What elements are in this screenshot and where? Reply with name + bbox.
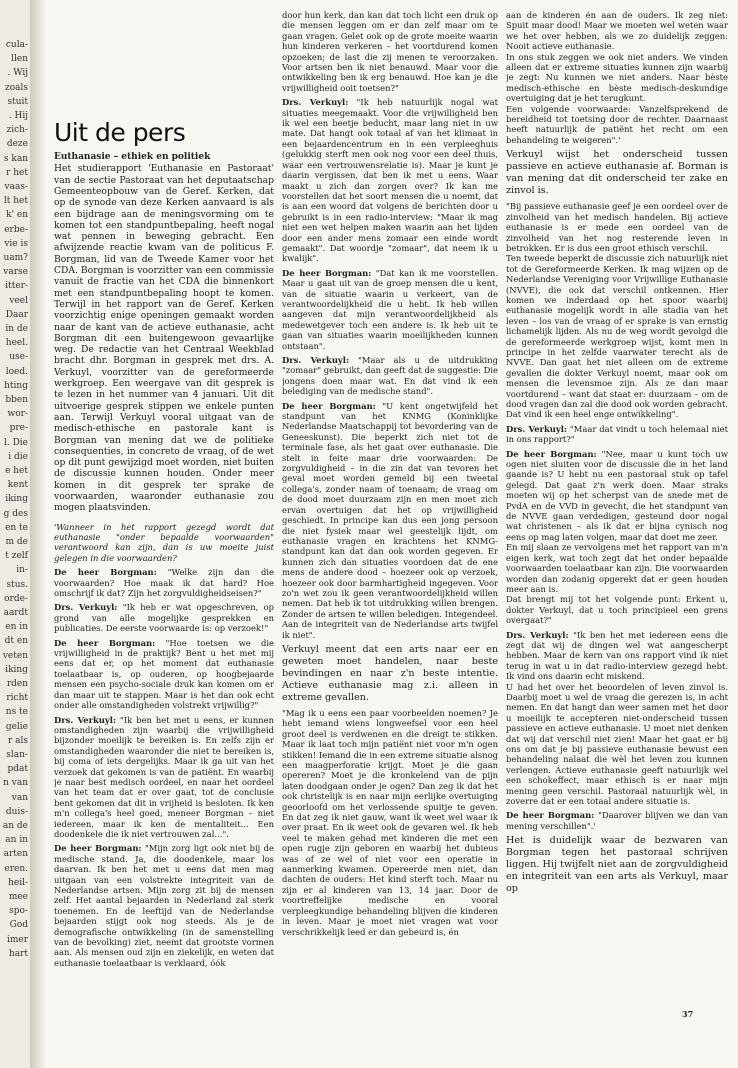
previous-page-fragment: heel. <box>5 338 28 349</box>
previous-page-fragment: stuit <box>7 96 28 107</box>
previous-page-fragment: in de <box>5 324 28 334</box>
previous-page-fragment: uam? <box>3 253 28 263</box>
previous-page-fragment: veten <box>2 650 28 661</box>
speaker-name: De heer Borgman: <box>506 448 597 459</box>
previous-page-fragment: eren. <box>4 863 28 874</box>
previous-page-fragment: kent <box>7 480 28 491</box>
previous-page-fragment: hart <box>8 948 28 959</box>
interview-question: 'Wanneer in het rapport gezegd wordt dat euthanasie "onder bepaalde voorwaarden" verantwoord kan zijn, dan is uw moeite juist gelegen in die voorwaarden? <box>54 521 274 563</box>
previous-page-fragment: erbe- <box>4 224 28 235</box>
previous-page-fragment: rden <box>6 679 28 689</box>
speaker-text: door hun kerk, dan kan dat toch licht een druk op die mensen leggen om er dan zelf maar om te gaan vragen. Gelet ook op de grote moeite waarin hun kinderen verkeren – het voortdurend komen opzoeken; de last die zij menen te veroorzaken. Voor artsen ben ik niet benauwd. Maar voor die ontwikkeling ben ik erg benauwd. Hoe kan je die vrijwilligheid ooit toetsen?" <box>282 10 498 93</box>
dialog-paragraph <box>506 424 728 445</box>
previous-page-fragment: zich- <box>6 125 28 136</box>
previous-page-fragment: veel <box>9 295 28 306</box>
speaker-name: De heer Borgman: <box>54 843 142 854</box>
previous-page-fragment: loed. <box>5 366 28 377</box>
previous-page-fragment: vie is <box>4 238 28 249</box>
speaker-text: "Ik ben het met iedereen eens die zegt dat wij de dingen wel wat aangescherpt hebben. Maar de kern van ons rapport vind ik niet terug in wat u in dat radio-interview gezegd hebt. Ik vind ons daarin echt miskend. U had het over het beoordelen of leven zinvol is. Daarbij moet u wel de vraag die gerezen is, in acht nemen. En dat hangt dan weer samen met het door u moeilijk te accepteren niet-onderscheid tussen passieve en actieve euthanasie. U moet niet denken dat wij dat verschil niet zien! Maar het gaat er bij ons om dat je bij passieve euthanasie bewust een behandeling nalaat die wèl het leven zou kunnen verlengen. Actieve euthanasie geeft natuurlijk wel een schokeffect, maar ethisch is er naar mijn mening geen verschil. Pastoraal natuurlijk wèl, in zoverre dat er een totaal andere situatie is. <box>506 629 728 807</box>
dialog-paragraph <box>282 401 498 640</box>
previous-page-fragment: . Hij <box>8 111 28 121</box>
speaker-text: "Maar dat vindt u toch helemaal niet in ons rapport?" <box>506 423 728 445</box>
previous-page-fragment: lt het <box>3 196 28 207</box>
previous-page-edge <box>0 0 30 1068</box>
previous-page-fragment: zoals <box>4 82 28 93</box>
previous-page-fragment: an de <box>2 821 28 831</box>
intro-paragraph: Het studierapport 'Euthanasie en Pastoraat' van de sectie Pastoraat van het deputaatschap Gemeenteopbouw van de Geref. Kerken, dat op de synode van deze Kerken aanvaard is als een bijdrage aan de meningsvorming om te komen tot een standpuntbepaling, heeft nogal wat pennen in beweging gebracht. Een afwijzende reactie kwam van de politicus F. Borgman, lid van de Tweede Kamer voor het CDA. Borgman is voorzitter van een commissie vanuit de fractie van het CDA die binnenkort met een standpuntbepaling hoopt te komen. Terwijl in het rapport van de Geref. Kerken voorzichtig enige openingen gemaakt worden naar de kant van de actieve euthanasie, acht Borgman dit een buitengewoon gevaarlijke weg. De redactie van het Centraal Weekblad bracht dhr. Borgman in gesprek met drs. A. Verkuyl, voorzitter van de gereformeerde werkgroep. Een weergave van dit gesprek is te lezen in het nummer van 4 januari. Uit dit uitvoerige gesprek stippen we enkele punten aan. Terwijl Verkuyl vooral uitgaat van de medisch-ethische en pastorale kant is Borgman van mening dat we de politieke consequenties, in concreto de vraag, of de wet op dit punt gewijzigd moet worden, niet buiten de discussie kunnen houden. Onder meer komen in dit gesprek ter sprake de voorwaarden, waaronder euthanasie zou mogen plaatsvinden. <box>54 163 274 514</box>
page-number: 37 <box>682 1009 694 1019</box>
previous-page-fragment: k' en <box>6 210 28 221</box>
magazine-page <box>46 0 738 1068</box>
speaker-name: Drs. Verkuyl: <box>282 97 349 108</box>
speaker-name: Drs. Verkuyl: <box>506 629 569 640</box>
previous-page-fragment: gelie <box>5 721 28 732</box>
previous-page-fragment: i die <box>8 451 28 462</box>
speaker-text: "Welke zijn dan die voorwaarden? Hoe maak ik dat hard? Hoe omschrijf ik dat? Zijn het zorgvuldigheidseisen?" <box>54 567 274 599</box>
speaker-text: "Ik heb er wat opgeschreven, op grond van alle mogelijke gesprekken en publicaties. De eerste voorwaarde is: op verzoek!" <box>54 602 274 634</box>
col3-lead-paragraph: Verkuyl wijst het onderscheid tussen passieve en actieve euthanasie af. Borman is van mening dat dit onderscheid ter zake en zinvol is. <box>506 149 728 197</box>
previous-page-fragment: e het <box>5 466 28 476</box>
col3-quote: "Bij passieve euthanasie geef je een oordeel over de zinvolheid van het medisch handelen. Bij actieve euthanasie is er mede een oordeel van de zinvolheid van het nog resterende leven in betrokken. Er is dus een groot ethisch verschil. Ten tweede beperkt de discussie zich natuurlijk niet tot de Gereformeerde Kerken. Ik mag wijzen op de Nederlandse Vereniging voor Vrijwillige Euthanasie (NVVE), die ook dat verschil ontkennen. Hier komen we inderdaad op het spoor waarbij euthanasie mogelijk wordt in alle stadia van het leven – los van de vraag of er sprake is van ernstig lichamelijk lijden. Als nu de weg wordt gevolgd die de gereformeerde werkgroep wijst, komt men in principe in het zelfde vaarwater terecht als de NVVE. Dan gaat het niet alleen om de extreme gevallen die dokter Verkuyl noemt, maar ook om mensen die levensmoe zijn. Als ze dan maar voortdurend – want dat staat er: duurzaam – om de dood vragen dan zal die dood ook worden gebracht. Dat vind ik een heel enge ontwikkeling". <box>506 201 728 420</box>
previous-page-fragment: en in <box>5 622 28 633</box>
dialog-paragraph <box>54 715 274 840</box>
col3-top-text: aan de kinderen én aan de ouders. Ik zeg niet: Spuit maar dood! Maar we moeten wel weten waar we het over hebben, als we zo duidelijk zeggen: Nooit actieve euthanasie. In ons stuk zeggen we ook niet anders. We vinden alleen dat er extreme situaties kunnen zijn waarbij je zegt: Nu kunnen we niet anders. Naar bèste medisch-ethische en bèste medisch-deskundige overtuiging dat je het terugkunt. Een volgende voorwaarde: Vanzelfsprekend de bereidheid tot toetsing door de rechter. Daarnaast heeft natuurlijk de patiënt het recht om een behandeling te weigeren".' <box>506 10 728 145</box>
speaker-text: "Hoe toetsen we die vrijwilligheid in de praktijk? Bent u het met mij eens dat er, op het moment dat euthanasie toelaatbaar is, op ouderen, op hoogbejaarde mensen een psycho-sociale druk kan komen om er dan maar uit te stappen. Maar is het dan ook echt onder alle omstandigheden volstrekt vrijwillig?" <box>54 637 274 711</box>
previous-page-fragment: g des <box>3 508 28 519</box>
col3-dialog <box>506 424 728 831</box>
previous-page-fragment: deze <box>6 139 28 150</box>
previous-page-fragment: itter- <box>5 281 28 292</box>
dialog-paragraph <box>506 810 728 831</box>
speaker-name: Drs. Verkuyl: <box>282 355 350 365</box>
speaker-text: "Dat kan ik me voorstellen. Maar u gaat uit van de groep mensen die u kent, van de situatie waarin u verkeert, van de verantwoordelijkheid die u hebt. Ik heb willen aangeven dat mijn verantwoordelijkheid als medewetgever toch een andere is. Ik heb uit te gaan van situaties waarin moeilijkheden kunnen ontstaan". <box>282 267 498 351</box>
dialog-paragraph <box>54 638 274 711</box>
speaker-name: Drs. Verkuyl: <box>506 423 567 434</box>
speaker-text: "Daarover blijven we dan van mening verschillen".' <box>506 810 728 831</box>
previous-page-fragment: s kan <box>3 153 28 164</box>
speaker-text: "Mijn zorg ligt ook niet bij de medische stand. Ja, die doodenkele, maar los daarvan. Ik ben het met u eens dat men mag uitgaan van een volstrekte integriteit van de Nederlandse artsen. Mijn zorg zit bij de mensen zelf. Het aantal bejaarden in Nederland zal sterk toenemen. En de leeftijd van de Nederlandse bejaarden stijgt ook nog steeds. Als je de demografische ontwikkeling (in de samenstelling van de bevolking) ziet, neemt dat grootste vormen aan. Als mensen oud zijn en ziekelijk, en weten dat euthanasie toelaatbaar is verklaard, óók <box>54 843 274 968</box>
previous-page-fragment: cula- <box>5 40 28 50</box>
previous-page-fragment: iking <box>5 664 28 675</box>
speaker-name: De heer Borgman: <box>54 637 156 648</box>
previous-page-fragment: r het <box>6 167 28 178</box>
speaker-text: "Ik heb natuurlijk nogal wat situaties meegemaakt. Voor die vrijwilligheid ben ik wel een beetje beducht, maar lang niet in uw mate. Dat hangt ook totaal af van het klimaat in een bejaardencentrum en in een verpleeghuis (gelukkig sterft men ook nog voor een deel thuis, waar een vertrouwensrelatie is). Maar je kunt je daarin vergissen, dat ben ik met u eens. Waar maakt u zich dan zorgen over? Ik kan me voorstellen dat het soort mensen die u noemt, dat is aan een woord dat volgens de berichten door u gebruikt is in een radio-interview: "Maar ik mag niet een wet helpen maken waarin aan het lijden door een ander mens zomaar een einde wordt gemaakt". Dat woordje "zomaar", dat neem ik u kwalijk". <box>282 97 498 264</box>
previous-page-fragment: van <box>11 792 28 803</box>
previous-page-fragment: duis- <box>5 806 28 817</box>
dialog-paragraph <box>506 449 728 626</box>
speaker-text: "Ik ben het met u eens, er kunnen omstandigheden zijn waarbij die vrijwilligheid bijzonder moeilijk te bereiken is. En zelfs zijn er omstandigheden waaronder die niet te bereiken is, bij coma of iets dergelijks. Maar ik ga uit van het verzoek dat gekomen is van de patiënt. En waarbij je naar best medisch oordeel, en naar het oordeel van het team dat er over gaat, tot de conclusie bent gekomen dat dit in vrijheid is besloten. Ik ken m'n collega's heel goed, meneer Borgman – niet iedereen, maar ik ken de mentaliteit... Een doodenkele die ik niet vertrouwen zal...". <box>54 714 274 839</box>
previous-page-fragment: aardt <box>3 608 28 618</box>
dialog-paragraph <box>54 567 274 598</box>
speaker-name: De heer Borgman: <box>282 400 376 411</box>
column-3 <box>506 10 728 1010</box>
previous-page-fragment: arten <box>3 849 28 860</box>
previous-page-fragment: imer <box>6 934 28 945</box>
previous-page-fragment: llen <box>11 54 28 65</box>
speaker-text: "Maar als u de uitdrukking "zomaar" gebruikt, dan geeft dat de suggestie: Die jongens doen maar wat. En dat vind ik een belediging van de medische stand". <box>282 355 498 397</box>
previous-page-fragment: heil- <box>8 877 28 888</box>
previous-page-fragment: pdat <box>7 764 28 775</box>
previous-page-fragment: varse <box>3 267 28 278</box>
col3-final-paragraph: Het is duidelijk waar de bezwaren van Borgman tegen het pastoraal schrijven liggen. Hij twijfelt niet aan de zorgvuldigheid en integriteit van een arts als Verkuyl, maar op <box>506 835 728 895</box>
page-headline: Uit de pers <box>54 118 186 147</box>
previous-page-fragment: . Wij <box>7 68 28 79</box>
previous-page-fragment: use- <box>9 352 28 363</box>
dialog-paragraph <box>54 843 274 968</box>
previous-page-fragment: t zelf <box>5 551 28 562</box>
article-subhead: Euthanasie – ethiek en politiek <box>54 152 211 162</box>
speaker-name: Drs. Verkuyl: <box>54 714 117 725</box>
previous-page-fragment: God <box>9 920 28 931</box>
previous-page-fragment: slan- <box>6 750 28 760</box>
col1-dialog <box>54 567 274 968</box>
previous-page-fragment: r als <box>7 735 28 746</box>
previous-page-fragment: dt en <box>4 636 28 647</box>
speaker-name: De heer Borgman: <box>506 810 595 821</box>
dialog-paragraph <box>282 268 498 351</box>
previous-page-fragment: ns te <box>5 707 28 718</box>
dialog-paragraph <box>282 355 498 397</box>
previous-page-fragment: stus. <box>6 579 28 590</box>
speaker-name: Drs. Verkuyl: <box>54 602 118 613</box>
previous-page-fragment: Daar <box>5 309 28 320</box>
speaker-name: De heer Borgman: <box>282 267 372 278</box>
previous-page-fragment: m de <box>5 537 28 547</box>
previous-page-fragment: an in <box>5 835 28 846</box>
col2-quote: "Mag ik u eens een paar voorbeelden noemen? Je hebt iemand wiens longweefsel voor een heel groot deel is verdwenen en die dreigt te stikken. Maar ik laat toch mijn patiënt niet voor m'n ogen stikken! Iemand die in een extreme situatie alsnog een maagperforatie krijgt. Moet je die gaan opereren? Moet je die kronkelend van de pijn laten doodgaan onder je ogen? Dan zeg ik dat het ook christelijk is en naar mijn eerlijke overtuiging geoorloofd om het verlossende spuitje te geven. En dat zeg ik niet gauw, want ik weet wel waar ik over praat. En ik weet ook de gevaren wel. Ik heb veel te maken gehad met kinderen die met een open rugje zijn geboren en waarbij het dubieus was of ze wel of niet voor een operatie in aanmerking kwamen. Opereerde men niet, dan dachten de ouders: Het kind sterft toch. Maar nu zijn er al kinderen van 13, 14 jaar. Door de voortreffelijke medische en vooral verpleegkundige behandeling blijven die kinderen in leven. Maar je moet niet vragen wat voor verschrikkelijk leed er dan gebeurd is, én <box>282 707 498 937</box>
previous-page-fragment: bben <box>5 395 28 405</box>
previous-page-fragment: richt <box>6 693 28 704</box>
col2-lead-paragraph: Verkuyl meent dat een arts naar eer en geweten moet handelen, naar beste bevindingen en naar z'n beste intentie. Actieve euthanasie mag z.i. alleen in extreme gevallen. <box>282 643 498 703</box>
dialog-paragraph <box>282 97 498 264</box>
previous-page-fragment: in- <box>16 565 28 576</box>
dialog-paragraph <box>506 630 728 807</box>
dialog-paragraph <box>54 602 274 633</box>
previous-page-fragment: l. Die <box>3 437 28 448</box>
dialog-paragraph <box>282 10 498 93</box>
speaker-text: "U kent ongetwijfeld het standpunt van het KNMG (Koninklijke Nederlandse Maatschappij tot bevordering van de Geneeskunst). Die beperkt zich niet tot de terminale fase, als het gaat over euthanasie. Die stelt in feite maar drie voorwaarden: De zorgvuldigheid – in die zin dat van tevoren het geval moet worden gemeld bij een tweetal collega's, zonder naam of toenaam; de vraag om de dood moet duurzaam zijn en men moet zich ervan overtuigen dat het op vrijwilligheid geschiedt. In principe kan dus een jong persoon die niet fysiek maar wel geestelijk lijdt, om euthanasie vragen en krachtens het KNMG-standpunt kan dat dan ook worden gegeven. Er kunnen zich dan situaties voordoen dat de ene mens de andere dood – hoezeer ook op verzoek, hoezeer ook door barmhartigheid ingegeven. Voor zo'n wet zou ik geen verantwoordelijkheid willen nemen. Dat heb ik tot uitdrukking willen brengen. Zonder de artsen te willen beledigen. Integendeel. Aan de integriteit van de Nederlandse arts twijfel ik niet". <box>282 400 498 640</box>
previous-page-fragment: wor- <box>7 409 28 420</box>
page-gutter <box>30 0 46 1068</box>
previous-page-fragment: vaas- <box>4 182 28 192</box>
speaker-text: "Nee, maar u kunt toch uw ogen niet sluiten voor de discussie die in het land gaande is? U hebt nu een pastoraal stuk op tafel gelegd. Dat gaat z'n werk doen. Maar straks moeten wij op het scherpst van de snede met de PvdA en de VVD in gevecht, die het standpunt van de NVVE gaan verdedigen, gesteund door nogal wat christenen – als ik dat er bijna cynisch nog eens op mag laten volgen, maar dat doet me zeer. En mij slaan ze vervolgens met het rapport van m'n eigen kerk, wat toch zegt dat het onder bepaalde voorwaarden toelaatbaar kan zijn. Die voorwaarden worden dan zodanig opgerekt dat er geen houden meer aan is. Dat brengt mij tot het volgende punt: Erkent u, dokter Verkuyl, dat u toch principieel een grens overgaat?" <box>506 448 728 626</box>
column-2 <box>282 10 498 1010</box>
previous-page-fragment: pre- <box>9 423 28 434</box>
previous-page-fragment: spo- <box>9 906 28 917</box>
previous-page-fragment: iking <box>5 494 28 505</box>
speaker-name: De heer Borgman: <box>54 567 157 578</box>
column-1 <box>54 118 274 1008</box>
previous-page-fragment: orde- <box>4 593 28 604</box>
previous-page-fragment: n van <box>3 778 28 789</box>
previous-page-fragment: en te <box>5 522 28 533</box>
col2-dialog <box>282 10 498 640</box>
previous-page-fragment: hting <box>4 380 28 391</box>
previous-page-fragment: mee <box>8 892 28 902</box>
